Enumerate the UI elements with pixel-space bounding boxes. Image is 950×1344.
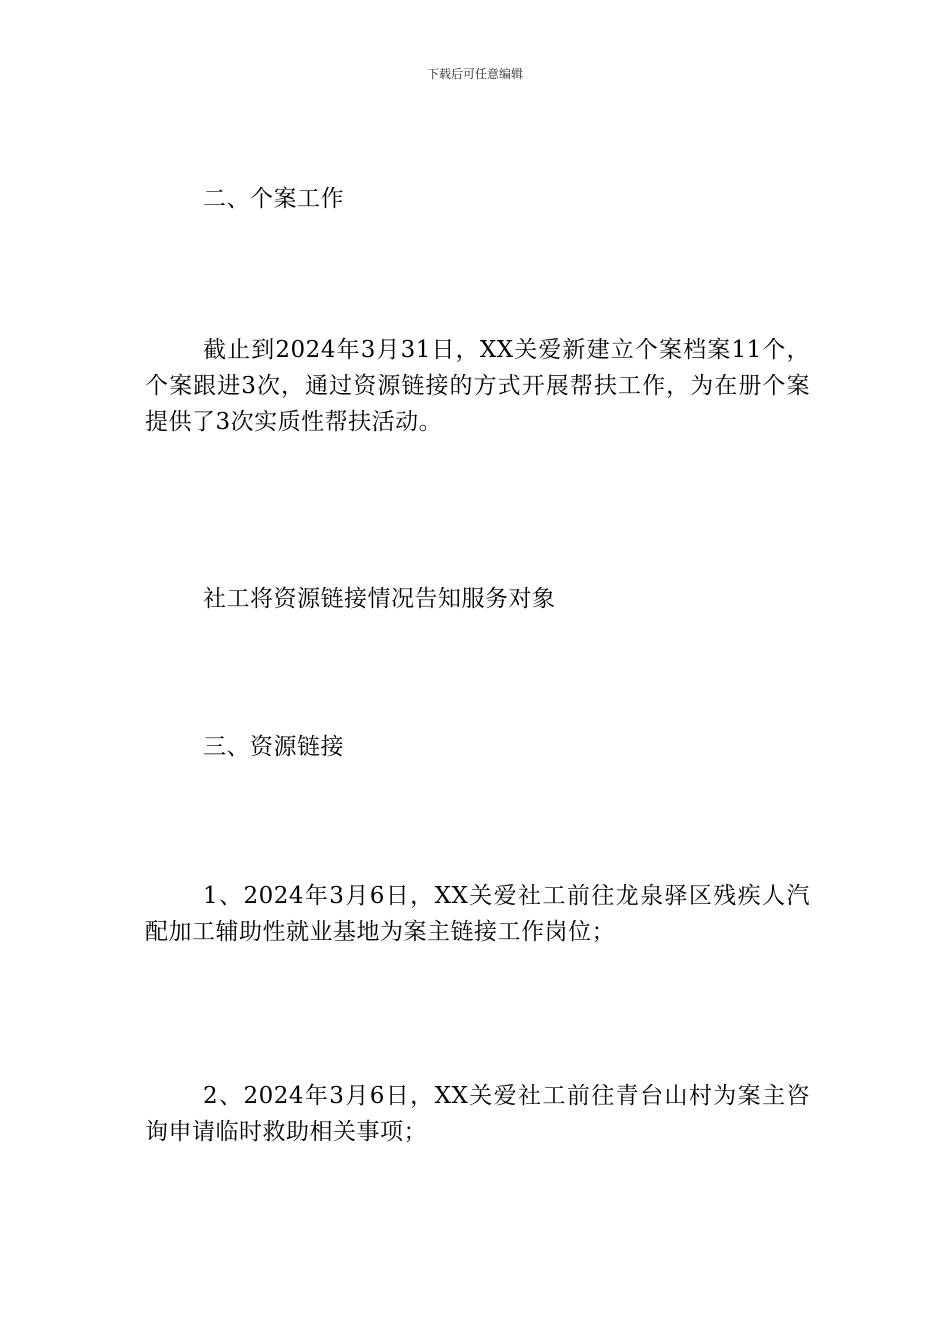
section-heading-case-work: 二、个案工作 <box>203 186 344 212</box>
social-worker-notice-line: 社工将资源链接情况告知服务对象 <box>203 586 556 612</box>
resource-item-1: 1、2024年3月6日，XX关爱社工前往龙泉驿区残疾人汽配加工辅助性就业基地为案主链接工作岗位； <box>145 883 810 945</box>
section-heading-resource-link: 三、资源链接 <box>203 734 344 760</box>
case-work-paragraph: 截止到2024年3月31日，XX关爱新建立个案档案11个，个案跟进3次，通过资源链接的方式开展帮扶工作，为在册个案提供了3次实质性帮扶活动。 <box>145 337 810 435</box>
resource-item-2: 2、2024年3月6日，XX关爱社工前往青台山村为案主咨询申请临时救助相关事项； <box>145 1083 810 1145</box>
page-header-note: 下载后可任意编辑 <box>426 67 523 81</box>
